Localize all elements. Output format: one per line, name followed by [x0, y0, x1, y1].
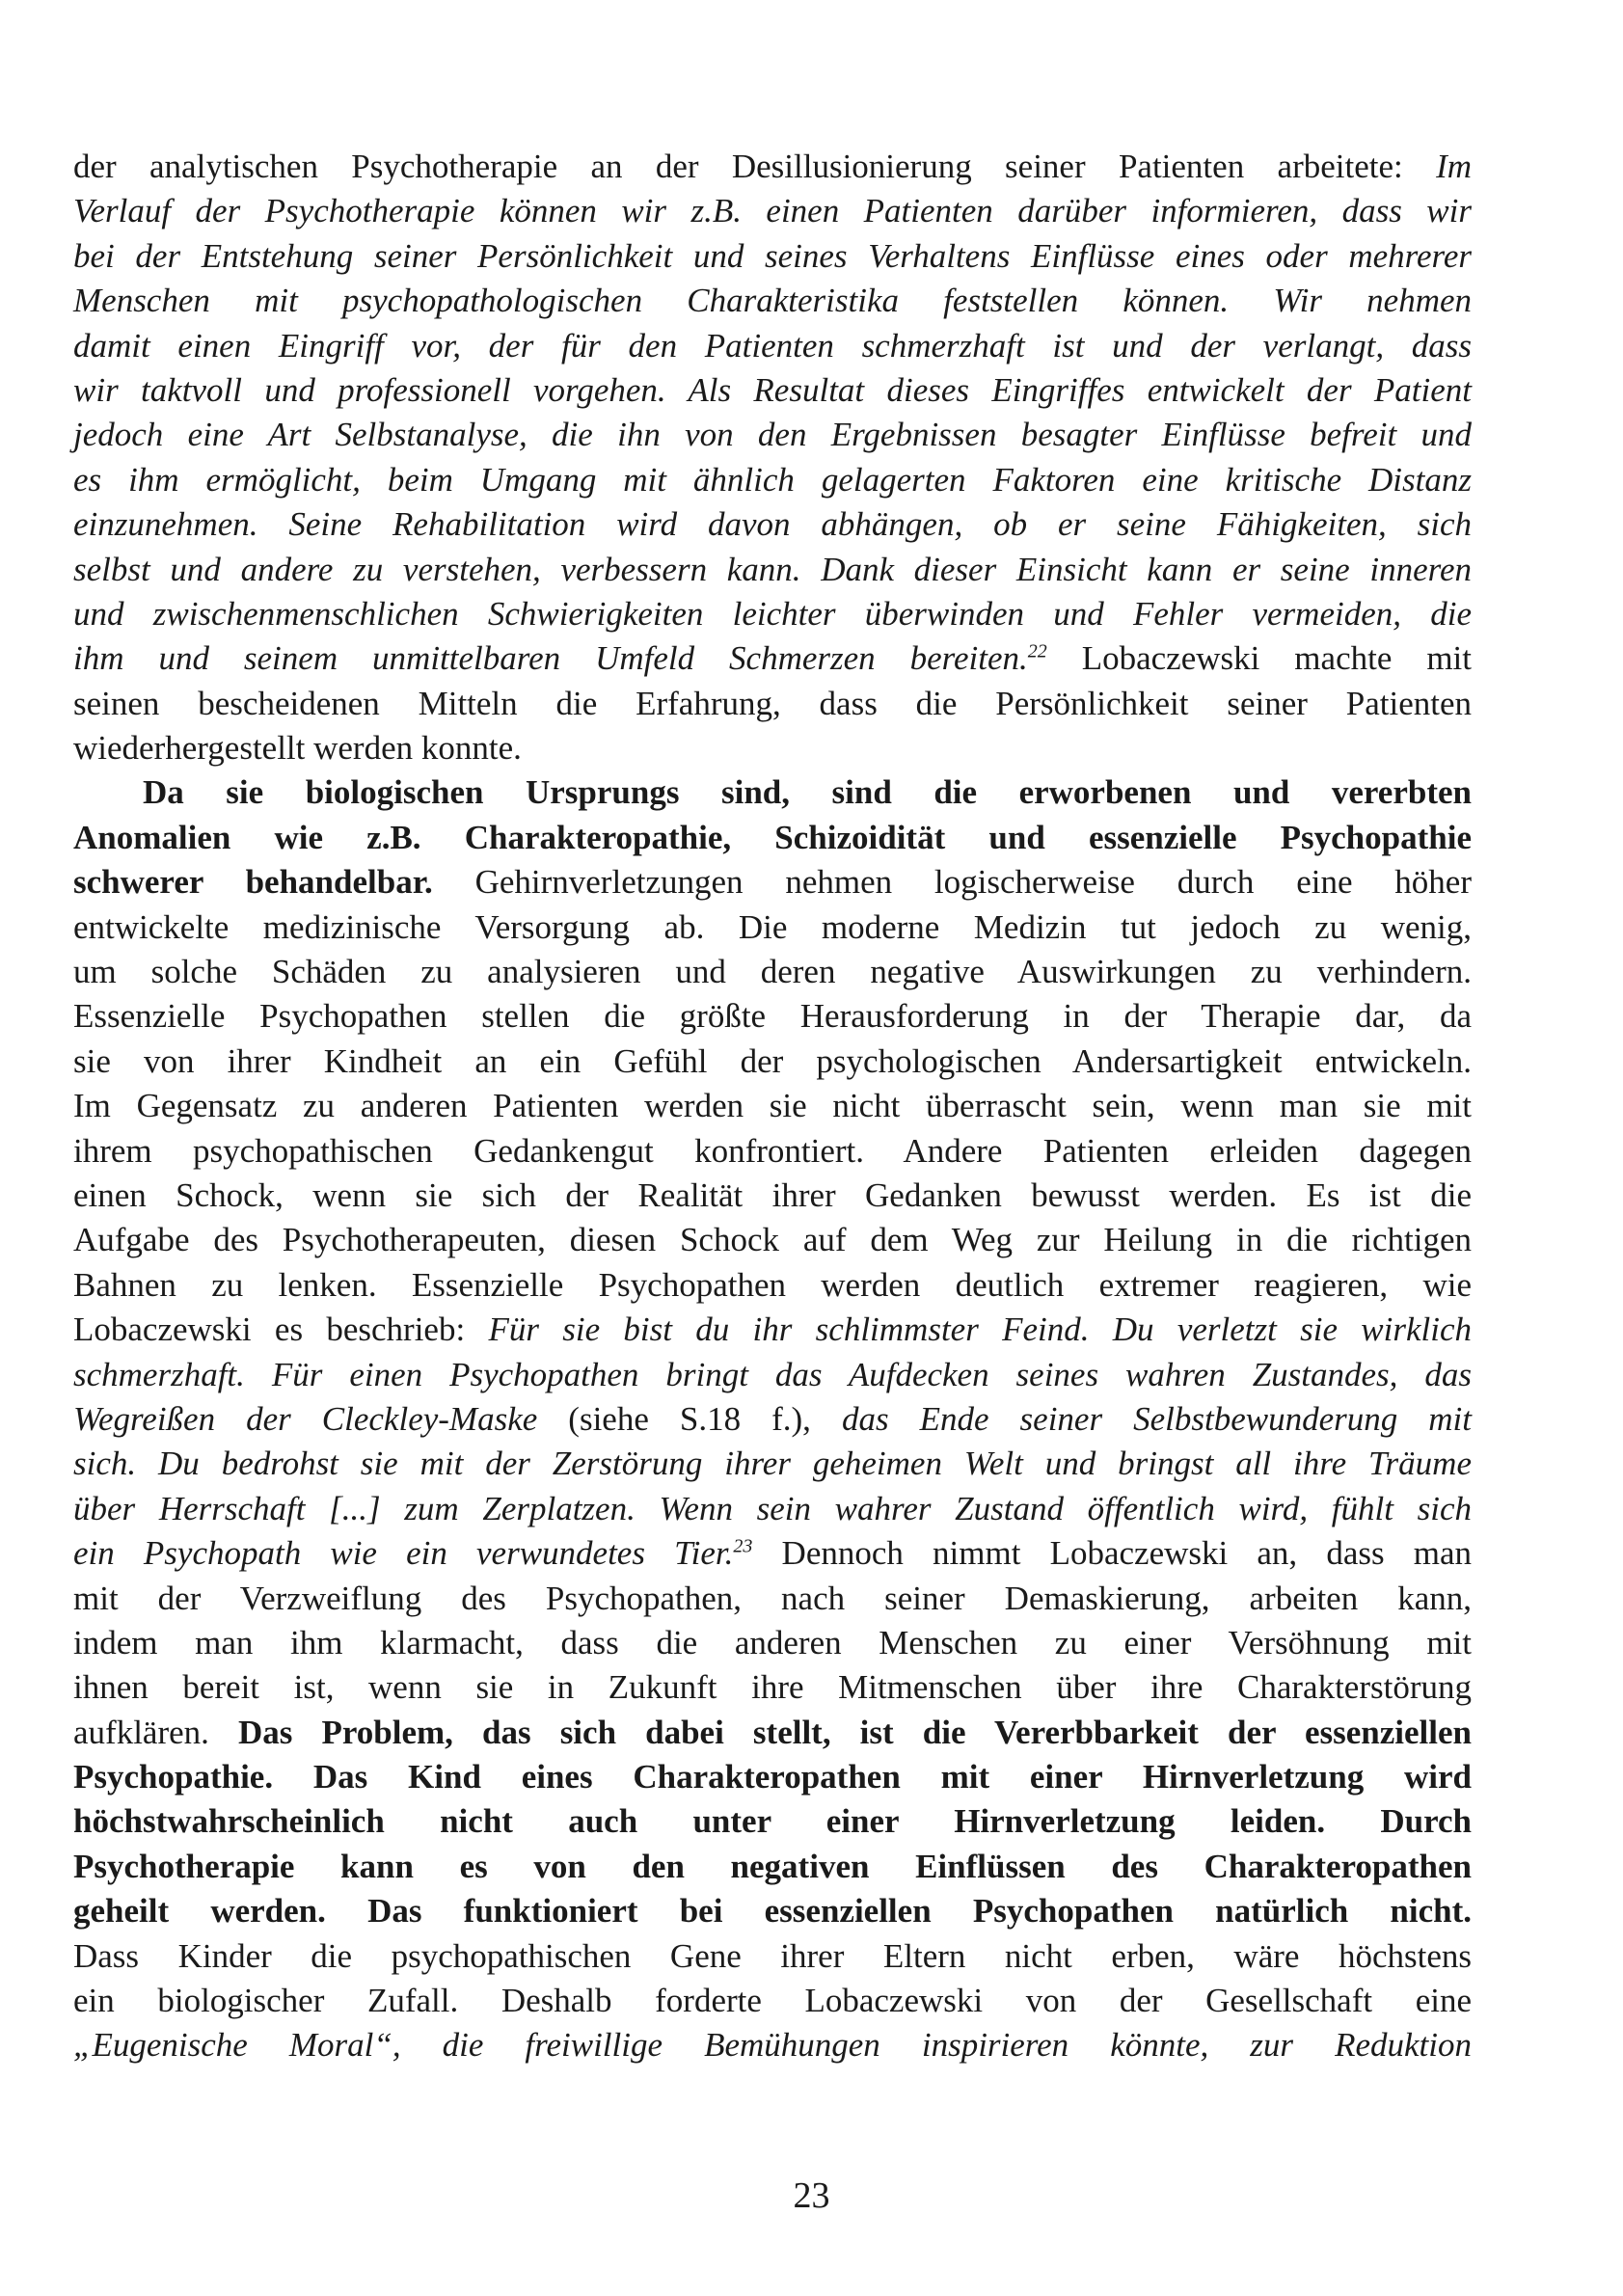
text-run: einzunehmen. Seine Rehabilitation wird davon abhängen, ob er seine Fähigkeiten, sich: [73, 505, 1472, 544]
text-line: [73, 324, 1472, 368]
text-line: [73, 1353, 1472, 1397]
footnote-reference: 22: [1027, 640, 1047, 662]
text-run: ihm und seinem unmittelbaren Umfeld Schmerzen bereiten.: [73, 639, 1028, 678]
text-run: Wegreißen der Cleckley-Maske: [73, 1399, 538, 1438]
text-line: [73, 1308, 1472, 1352]
text-line: [73, 458, 1472, 502]
text-line: [73, 1263, 1472, 1308]
text-run: entwickelte medizinische Versorgung ab. Die moderne Medizin tut jedoch zu wenig,: [73, 907, 1472, 946]
text-run: Dass Kinder die psychopathischen Gene ihrer Eltern nicht erben, wäre höchstens: [73, 1936, 1472, 1975]
text-line: [73, 816, 1472, 860]
text-run: höchstwahrscheinlich nicht auch unter einer Hirnverletzung leiden. Durch: [73, 1802, 1472, 1841]
text-line: [73, 1621, 1472, 1665]
text-line: [73, 2023, 1472, 2067]
text-run: Das Problem, das sich dabei stellt, ist die Vererbbarkeit der essenziellen: [238, 1713, 1472, 1751]
text-line: [73, 1442, 1472, 1486]
text-line: [73, 502, 1472, 547]
text-line: [73, 905, 1472, 950]
text-run: Essenzielle Psychopathen stellen die größte Herausforderung in der Therapie dar, da: [73, 997, 1472, 1036]
text-line: [73, 1218, 1472, 1262]
text-line: [73, 234, 1472, 279]
text-run: ein biologischer Zufall. Deshalb forderte Lobaczewski von der Gesellschaft eine: [73, 1982, 1472, 2020]
text-run: Im: [1436, 148, 1472, 185]
text-run: selbst und andere zu verstehen, verbessern kann. Dank dieser Einsicht kann er seine inneren: [73, 550, 1472, 588]
text-line: [73, 682, 1472, 726]
text-run: Lobaczewski machte mit: [1046, 639, 1472, 678]
text-line: [73, 1979, 1472, 2023]
text-line: [73, 726, 1472, 770]
text-line: [73, 1934, 1472, 1979]
text-line: [73, 1889, 1472, 1933]
text-line: [73, 770, 1472, 815]
text-line: [73, 860, 1472, 905]
text-line: [73, 1799, 1472, 1844]
text-line: [73, 1531, 1472, 1576]
text-run: einen Schock, wenn sie sich der Realität ihrer Gedanken bewusst werden. Es ist die: [73, 1175, 1472, 1214]
text-line: [73, 592, 1472, 636]
text-line: [73, 1711, 1472, 1755]
text-run: und zwischenmenschlichen Schwierigkeiten leichter überwinden und Fehler vermeiden, die: [73, 594, 1472, 633]
text-line: [73, 548, 1472, 592]
text-run: das Ende seiner Selbstbewunderung mit: [841, 1399, 1472, 1438]
text-run: wiederhergestellt werden konnte.: [73, 729, 522, 768]
text-run: geheilt werden. Das funktioniert bei essenziellen Psychopathen natürlich nicht.: [73, 1892, 1472, 1931]
text-run: schwerer behandelbar.: [73, 863, 433, 902]
text-line: [73, 1174, 1472, 1218]
text-line: [73, 1755, 1472, 1799]
text-line: [73, 636, 1472, 681]
text-line: [73, 1487, 1472, 1531]
text-line: [73, 189, 1472, 233]
text-run: sich. Du bedrohst sie mit der Zerstörung ihrer geheimen Welt und bringst all ihre Träume: [73, 1445, 1472, 1483]
text-line: [73, 413, 1472, 457]
text-line: [73, 1129, 1472, 1174]
text-run: Im Gegensatz zu anderen Patienten werden sie nicht überrascht sein, wenn man sie mit: [73, 1087, 1472, 1125]
text-run: „Eugenische Moral“, die freiwillige Bemühungen inspirieren könnte, zur Reduktion: [73, 2026, 1472, 2065]
text-run: mit der Verzweiflung des Psychopathen, nach seiner Demaskierung, arbeiten kann,: [73, 1579, 1472, 1617]
footnote-reference: 23: [733, 1535, 753, 1557]
text-line: [73, 1397, 1472, 1442]
text-run: jedoch eine Art Selbstanalyse, die ihn von den Ergebnissen besagter Einflüsse befreit und: [73, 416, 1472, 454]
text-run: Verlauf der Psychotherapie können wir z.B. einen Patienten darüber informieren, dass wir: [73, 192, 1472, 230]
text-run: Psychotherapie kann es von den negativen Einflüssen des Charakteropathen: [73, 1847, 1472, 1885]
text-run: damit einen Eingriff vor, der für den Patienten schmerzhaft ist und der verlangt, dass: [73, 326, 1472, 365]
text-run: sie von ihrer Kindheit an ein Gefühl der psychologischen Andersartigkeit entwickeln.: [73, 1041, 1472, 1080]
text-run: ihrem psychopathischen Gedankengut konfrontiert. Andere Patienten erleiden dagegen: [73, 1131, 1472, 1170]
text-line: [73, 1845, 1472, 1889]
text-line: [73, 994, 1472, 1039]
text-run: Für sie bist du ihr schlimmster Feind. Du verletzt sie wirklich: [488, 1310, 1472, 1349]
text-line: [73, 1665, 1472, 1710]
text-line: [73, 1577, 1472, 1621]
text-run: Dennoch nimmt Lobaczewski an, dass man: [752, 1534, 1473, 1573]
text-run: Menschen mit psychopathologischen Charakteristika feststellen können. Wir nehmen: [73, 282, 1472, 320]
text-run: bei der Entstehung seiner Persönlichkeit und seines Verhaltens Einflüsse eines oder mehrerer: [73, 236, 1472, 275]
text-run: ihnen bereit ist, wenn sie in Zukunft ihre Mitmenschen über ihre Charakterstörung: [73, 1668, 1472, 1707]
text-run: Gehirnverletzungen nehmen logischerweise durch eine höher: [432, 863, 1472, 902]
text-run: schmerzhaft. Für einen Psychopathen bringt das Aufdecken seines wahren Zustandes, das: [73, 1355, 1472, 1393]
text-run: indem man ihm klarmacht, dass die anderen Menschen zu einer Versöhnung mit: [73, 1623, 1472, 1661]
text-run: (siehe S.18 f.),: [537, 1399, 842, 1438]
page-number: 23: [793, 2175, 830, 2216]
text-line: [73, 1084, 1472, 1128]
text-run: seinen bescheidenen Mitteln die Erfahrung, dass die Persönlichkeit seiner Patienten: [73, 684, 1472, 722]
text-line: [73, 368, 1472, 413]
text-run: Anomalien wie z.B. Charakteropathie, Schizoidität und essenzielle Psychopathie: [73, 818, 1472, 856]
page-body: [73, 145, 1472, 2068]
text-line: [73, 145, 1472, 189]
text-run: über Herrschaft [...] zum Zerplatzen. Wenn sein wahrer Zustand öffentlich wird, fühlt sich: [73, 1489, 1472, 1527]
text-run: wir taktvoll und professionell vorgehen. Als Resultat dieses Eingriffes entwickelt der Patient: [73, 370, 1472, 409]
text-run: Bahnen zu lenken. Essenzielle Psychopathen werden deutlich extremer reagieren, wie: [73, 1265, 1472, 1304]
text-line: [73, 1040, 1472, 1084]
text-run: aufklären.: [73, 1713, 238, 1751]
text-run: ein Psychopath wie ein verwundetes Tier.: [73, 1534, 734, 1573]
text-run: Aufgabe des Psychotherapeuten, diesen Schock auf dem Weg zur Heilung in die richtigen: [73, 1221, 1472, 1259]
text-line: [73, 950, 1472, 994]
text-run: um solche Schäden zu analysieren und deren negative Auswirkungen zu verhindern.: [73, 953, 1472, 991]
text-run: der analytischen Psychotherapie an der Desillusionierung seiner Patienten arbeitete:: [73, 148, 1437, 185]
text-run: es ihm ermöglicht, beim Umgang mit ähnlich gelagerten Faktoren eine kritische Distanz: [73, 460, 1472, 499]
text-run: Lobaczewski es beschrieb:: [73, 1310, 489, 1349]
text-run: Da sie biologischen Ursprungs sind, sind die erworbenen und vererbten: [143, 773, 1472, 812]
text-run: Psychopathie. Das Kind eines Charakteropathen mit einer Hirnverletzung wird: [73, 1758, 1472, 1796]
text-line: [73, 279, 1472, 323]
